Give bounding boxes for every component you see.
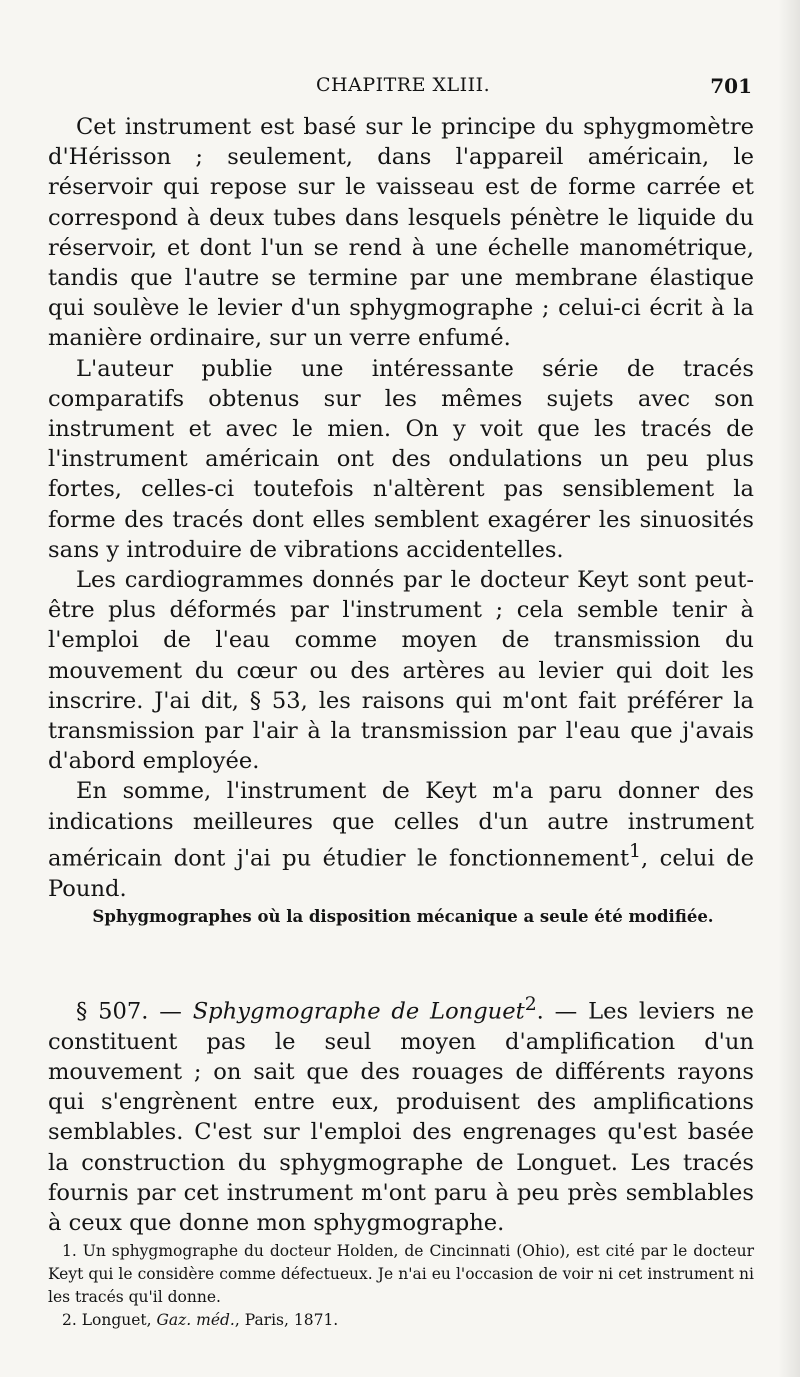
section-text [48, 990, 754, 1238]
footnote: 1. Un sphygmographe du docteur Holden, de Cincinnati (Ohio), est cité par le docteur Keyt qui le considère comme défectueux. Je n'ai eu l'occasion de voir ni cet instrument ni les tracés qu'il donne. [48, 1242, 754, 1306]
journal-title: Gaz. méd. [156, 1311, 235, 1329]
paragraph: L'auteur publie une intéressante série de tracés comparatifs obtenus sur les mêmes sujets avec son instrument et avec le mien. On y voit que les tracés de l'instrument américain ont des ondulations un peu plus fortes, celles-ci toutefois n'altèrent pas sensiblement la forme des tracés dont elles semblent exagérer les sinuosités sans y introduire de vibrations accidentelles. [48, 355, 754, 563]
paragraph-text: . — Les leviers ne constituent pas le seul moyen d'amplification d'un mouvement ; on sait que des rouages de différents rayons qui s'engrènent entre eux, produisent des amplifications semblables. C'est sur l'emploi des engrenages qu'est basée la construction du sphygmographe de Longuet. Les tracés fournis par cet instrument m'ont paru à peu près semblables à ceux que donne mon sphygmographe. [48, 998, 755, 1236]
running-head: CHAPITRE XLIII. [316, 74, 491, 96]
page-header [310, 74, 752, 104]
paragraph [48, 776, 754, 903]
footnotes [48, 1240, 754, 1332]
paragraph-text: En somme, l'instrument de Keyt m'a paru donner des indications meilleures que celles d'un autre instrument américain dont j'ai pu étudier le fonctionnement [48, 778, 754, 872]
paragraph [48, 990, 754, 1238]
section-heading: Sphygmographes où la disposition mécanique a seule été modifiée. [92, 907, 714, 926]
section-number: § 507. — [76, 998, 182, 1025]
page-number: 701 [710, 74, 752, 98]
page-edge-shadow [778, 0, 800, 1377]
footnote-ref: 2 [524, 994, 537, 1015]
main-text [48, 112, 754, 904]
section-title: Sphygmographe de Longuet [192, 998, 525, 1025]
footnote-text: , Paris, 1871. [234, 1311, 339, 1329]
paragraph-text: , celui de Pound. [48, 845, 754, 902]
footnote-text: 2. Longuet, [62, 1311, 157, 1329]
footnote [48, 1309, 754, 1332]
paragraph: Cet instrument est basé sur le principe du sphygmomètre d'Hérisson ; seulement, dans l'appareil américain, le réservoir qui repose sur le vaisseau est de forme carrée et correspond à deux tubes dans lesquels pénètre le liquide du réservoir, et dont l'un se rend à une échelle manométrique, tandis que l'autre se termine par une membrane élastique qui soulève le levier d'un sphygmographe ; celui-ci écrit à la manière ordinaire, sur un verre enfumé. [48, 114, 754, 352]
footnote-ref: 1 [629, 840, 642, 862]
paragraph: Les cardiogrammes donnés par le docteur Keyt sont peut-être plus déformés par l'instrument ; cela semble tenir à l'emploi de l'eau comme moyen de transmission du mouvement du cœur ou des artères au levier qui doit les inscrire. J'ai dit, § 53, les raisons qui m'ont fait préférer la transmission par l'air à la transmission par l'eau que j'avais d'abord employée. [48, 567, 754, 775]
